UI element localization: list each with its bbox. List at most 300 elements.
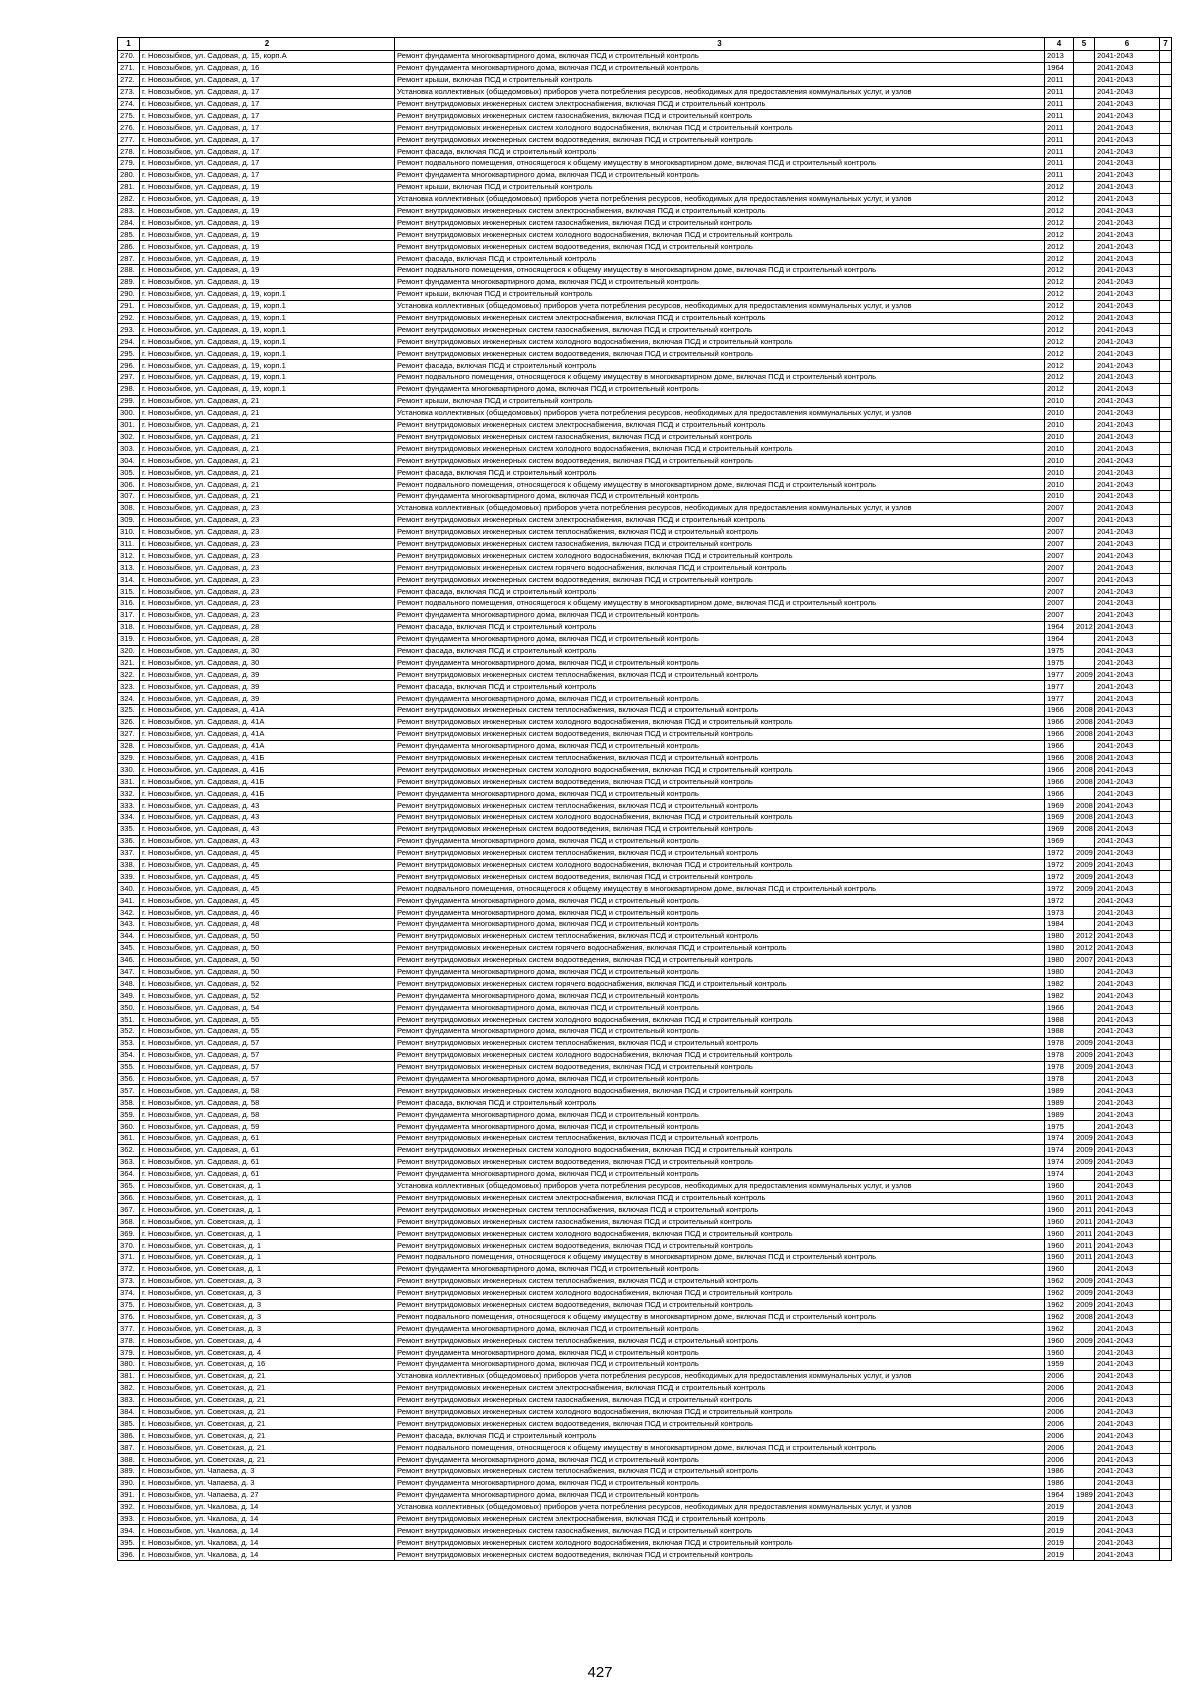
note-cell [1160,241,1172,253]
note-cell [1160,574,1172,586]
note-cell [1160,74,1172,86]
last-repair-year-cell [1074,1002,1095,1014]
row-number-cell: 353. [118,1037,140,1049]
table-row [118,919,1172,931]
commission-year-cell: 1966 [1045,1002,1074,1014]
last-repair-year-cell: 2009 [1074,847,1095,859]
last-repair-year-cell [1074,1549,1095,1561]
note-cell [1160,669,1172,681]
table-row [118,383,1172,395]
row-number-cell: 391. [118,1489,140,1501]
work-type-cell: Ремонт внутридомовых инженерных систем холодного водоснабжения, включая ПСД и строительный контроль [395,122,1045,134]
commission-year-cell: 2010 [1045,455,1074,467]
address-cell: г. Новозыбков, ул. Садовая, д. 61 [140,1156,395,1168]
note-cell [1160,98,1172,110]
last-repair-year-cell [1074,1477,1095,1489]
planned-period-cell: 2041-2043 [1095,883,1160,895]
row-number-cell: 327. [118,728,140,740]
row-number-cell: 313. [118,562,140,574]
note-cell [1160,657,1172,669]
work-type-cell: Ремонт фундамента многоквартирного дома, включая ПСД и строительный контроль [395,1109,1045,1121]
commission-year-cell: 1989 [1045,1085,1074,1097]
last-repair-year-cell [1074,1180,1095,1192]
work-type-cell: Ремонт внутридомовых инженерных систем холодного водоснабжения, включая ПСД и строительный контроль [395,1085,1045,1097]
table-row [118,431,1172,443]
commission-year-cell: 2012 [1045,265,1074,277]
note-cell [1160,1049,1172,1061]
work-type-cell: Ремонт фундамента многоквартирного дома, включая ПСД и строительный контроль [395,788,1045,800]
work-type-cell: Ремонт фасада, включая ПСД и строительный контроль [395,681,1045,693]
address-cell: г. Новозыбков, ул. Садовая, д. 43 [140,835,395,847]
planned-period-cell: 2041-2043 [1095,443,1160,455]
work-type-cell: Ремонт внутридомовых инженерных систем теплоснабжения, включая ПСД и строительный контроль [395,1133,1045,1145]
last-repair-year-cell: 2007 [1074,954,1095,966]
address-cell: г. Новозыбков, ул. Чкалова, д. 14 [140,1525,395,1537]
table-row [118,419,1172,431]
note-cell [1160,1014,1172,1026]
note-cell [1160,419,1172,431]
last-repair-year-cell [1074,1406,1095,1418]
table-row [118,443,1172,455]
row-number-cell: 385. [118,1418,140,1430]
last-repair-year-cell [1074,383,1095,395]
table-row [118,871,1172,883]
row-number-cell: 325. [118,704,140,716]
note-cell [1160,1037,1172,1049]
planned-period-cell: 2041-2043 [1095,348,1160,360]
table-row [118,1465,1172,1477]
work-type-cell: Ремонт внутридомовых инженерных систем холодного водоснабжения, включая ПСД и строительный контроль [395,1049,1045,1061]
work-type-cell: Ремонт подвального помещения, относящегося к общему имуществу в многоквартирном доме, включая ПСД и строительный контроль [395,1251,1045,1263]
table-row [118,586,1172,598]
planned-period-cell: 2041-2043 [1095,930,1160,942]
planned-period-cell: 2041-2043 [1095,1216,1160,1228]
table-row [118,98,1172,110]
last-repair-year-cell [1074,966,1095,978]
row-number-cell: 368. [118,1216,140,1228]
planned-period-cell: 2041-2043 [1095,169,1160,181]
work-type-cell: Ремонт крыши, включая ПСД и строительный контроль [395,395,1045,407]
address-cell: г. Новозыбков, ул. Садовая, д. 45 [140,847,395,859]
work-type-cell: Установка коллективных (общедомовых) приборов учета потребления ресурсов, необходимых для предоставления коммунальных услуг, и узлов [395,193,1045,205]
table-row [118,1144,1172,1156]
last-repair-year-cell [1074,300,1095,312]
planned-period-cell: 2041-2043 [1095,693,1160,705]
last-repair-year-cell [1074,62,1095,74]
table-row [118,693,1172,705]
planned-period-cell: 2041-2043 [1095,181,1160,193]
table-row [118,645,1172,657]
address-cell: г. Новозыбков, ул. Садовая, д. 23 [140,586,395,598]
last-repair-year-cell [1074,1347,1095,1359]
last-repair-year-cell [1074,360,1095,372]
last-repair-year-cell [1074,1465,1095,1477]
table-row [118,1477,1172,1489]
commission-year-cell: 1960 [1045,1347,1074,1359]
address-cell: г. Новозыбков, ул. Садовая, д. 21 [140,443,395,455]
last-repair-year-cell [1074,1323,1095,1335]
last-repair-year-cell [1074,1097,1095,1109]
table-row [118,538,1172,550]
planned-period-cell: 2041-2043 [1095,1323,1160,1335]
last-repair-year-cell [1074,693,1095,705]
last-repair-year-cell: 2009 [1074,883,1095,895]
table-row [118,1156,1172,1168]
last-repair-year-cell: 2009 [1074,1144,1095,1156]
commission-year-cell: 2012 [1045,383,1074,395]
last-repair-year-cell: 2009 [1074,871,1095,883]
work-type-cell: Ремонт фасада, включая ПСД и строительный контроль [395,1097,1045,1109]
note-cell [1160,919,1172,931]
planned-period-cell: 2041-2043 [1095,479,1160,491]
table-row [118,1311,1172,1323]
row-number-cell: 358. [118,1097,140,1109]
row-number-cell: 377. [118,1323,140,1335]
address-cell: г. Новозыбков, ул. Садовая, д. 52 [140,978,395,990]
commission-year-cell: 2011 [1045,122,1074,134]
commission-year-cell: 1969 [1045,812,1074,824]
planned-period-cell: 2041-2043 [1095,51,1160,63]
note-cell [1160,1537,1172,1549]
commission-year-cell: 2012 [1045,372,1074,384]
table-row [118,1180,1172,1192]
table-row [118,907,1172,919]
note-cell [1160,1323,1172,1335]
work-type-cell: Ремонт внутридомовых инженерных систем горячего водоснабжения, включая ПСД и строительный контроль [395,942,1045,954]
last-repair-year-cell [1074,633,1095,645]
last-repair-year-cell [1074,395,1095,407]
table-row [118,514,1172,526]
note-cell [1160,1192,1172,1204]
planned-period-cell: 2041-2043 [1095,704,1160,716]
work-type-cell: Ремонт подвального помещения, относящегося к общему имуществу в многоквартирном доме, включая ПСД и строительный контроль [395,158,1045,170]
table-row [118,1061,1172,1073]
table-row [118,1323,1172,1335]
row-number-cell: 335. [118,823,140,835]
table-row [118,835,1172,847]
table-row [118,1406,1172,1418]
planned-period-cell: 2041-2043 [1095,490,1160,502]
last-repair-year-cell [1074,990,1095,1002]
table-row [118,954,1172,966]
work-type-cell: Ремонт внутридомовых инженерных систем водоотведения, включая ПСД и строительный контроль [395,954,1045,966]
last-repair-year-cell [1074,788,1095,800]
planned-period-cell: 2041-2043 [1095,1311,1160,1323]
work-type-cell: Ремонт внутридомовых инженерных систем электроснабжения, включая ПСД и строительный контроль [395,98,1045,110]
commission-year-cell: 2011 [1045,134,1074,146]
commission-year-cell: 1989 [1045,1109,1074,1121]
commission-year-cell: 1978 [1045,1049,1074,1061]
row-number-cell: 298. [118,383,140,395]
table-row [118,51,1172,63]
address-cell: г. Новозыбков, ул. Садовая, д. 19 [140,181,395,193]
address-cell: г. Новозыбков, ул. Садовая, д. 57 [140,1037,395,1049]
address-cell: г. Новозыбков, ул. Советская, д. 16 [140,1358,395,1370]
planned-period-cell: 2041-2043 [1095,1168,1160,1180]
work-type-cell: Ремонт внутридомовых инженерных систем электроснабжения, включая ПСД и строительный контроль [395,205,1045,217]
work-type-cell: Ремонт фундамента многоквартирного дома, включая ПСД и строительный контроль [395,1073,1045,1085]
commission-year-cell: 1980 [1045,930,1074,942]
planned-period-cell: 2041-2043 [1095,1037,1160,1049]
commission-year-cell: 1984 [1045,919,1074,931]
note-cell [1160,1335,1172,1347]
address-cell: г. Новозыбков, ул. Садовая, д. 59 [140,1121,395,1133]
row-number-cell: 310. [118,526,140,538]
table-row [118,1418,1172,1430]
address-cell: г. Новозыбков, ул. Чкалова, д. 14 [140,1513,395,1525]
commission-year-cell: 2010 [1045,479,1074,491]
address-cell: г. Новозыбков, ул. Советская, д. 1 [140,1192,395,1204]
last-repair-year-cell [1074,229,1095,241]
row-number-cell: 294. [118,336,140,348]
row-number-cell: 315. [118,586,140,598]
planned-period-cell: 2041-2043 [1095,1085,1160,1097]
work-type-cell: Ремонт фундамента многоквартирного дома, включая ПСД и строительный контроль [395,1026,1045,1038]
commission-year-cell: 1972 [1045,859,1074,871]
note-cell [1160,1501,1172,1513]
address-cell: г. Новозыбков, ул. Садовая, д. 19 [140,253,395,265]
row-number-cell: 373. [118,1275,140,1287]
row-number-cell: 337. [118,847,140,859]
commission-year-cell: 2013 [1045,51,1074,63]
planned-period-cell: 2041-2043 [1095,288,1160,300]
last-repair-year-cell [1074,1382,1095,1394]
table-row [118,479,1172,491]
commission-year-cell: 2006 [1045,1430,1074,1442]
table-row [118,1026,1172,1038]
planned-period-cell: 2041-2043 [1095,586,1160,598]
note-cell [1160,716,1172,728]
table-row [118,1037,1172,1049]
address-cell: г. Новозыбков, ул. Садовая, д. 21 [140,479,395,491]
commission-year-cell: 1960 [1045,1216,1074,1228]
table-body [118,51,1172,1561]
column-number-header-row [118,38,1172,51]
note-cell [1160,1109,1172,1121]
note-cell [1160,1026,1172,1038]
row-number-cell: 300. [118,407,140,419]
address-cell: г. Новозыбков, ул. Садовая, д. 17 [140,110,395,122]
row-number-cell: 303. [118,443,140,455]
commission-year-cell: 1966 [1045,704,1074,716]
commission-year-cell: 2006 [1045,1442,1074,1454]
last-repair-year-cell: 2011 [1074,1192,1095,1204]
work-type-cell: Ремонт фундамента многоквартирного дома, включая ПСД и строительный контроль [395,276,1045,288]
work-type-cell: Ремонт внутридомовых инженерных систем холодного водоснабжения, включая ПСД и строительный контроль [395,443,1045,455]
table-row [118,752,1172,764]
work-type-cell: Установка коллективных (общедомовых) приборов учета потребления ресурсов, необходимых для предоставления коммунальных услуг, и узлов [395,1180,1045,1192]
note-cell [1160,1358,1172,1370]
planned-period-cell: 2041-2043 [1095,978,1160,990]
work-type-cell: Ремонт внутридомовых инженерных систем холодного водоснабжения, включая ПСД и строительный контроль [395,550,1045,562]
work-type-cell: Ремонт внутридомовых инженерных систем теплоснабжения, включая ПСД и строительный контроль [395,752,1045,764]
work-type-cell: Ремонт внутридомовых инженерных систем водоотведения, включая ПСД и строительный контроль [395,1240,1045,1252]
last-repair-year-cell [1074,490,1095,502]
planned-period-cell: 2041-2043 [1095,954,1160,966]
note-cell [1160,823,1172,835]
commission-year-cell: 2007 [1045,538,1074,550]
planned-period-cell: 2041-2043 [1095,383,1160,395]
row-number-cell: 362. [118,1144,140,1156]
row-number-cell: 365. [118,1180,140,1192]
commission-year-cell: 2012 [1045,324,1074,336]
commission-year-cell: 1978 [1045,1073,1074,1085]
planned-period-cell: 2041-2043 [1095,1525,1160,1537]
note-cell [1160,407,1172,419]
page-number: 427 [587,1664,613,1681]
note-cell [1160,1394,1172,1406]
note-cell [1160,728,1172,740]
work-type-cell: Ремонт фундамента многоквартирного дома, включая ПСД и строительный контроль [395,990,1045,1002]
note-cell [1160,158,1172,170]
planned-period-cell: 2041-2043 [1095,1489,1160,1501]
commission-year-cell: 2007 [1045,574,1074,586]
work-type-cell: Ремонт внутридомовых инженерных систем водоотведения, включая ПСД и строительный контроль [395,455,1045,467]
last-repair-year-cell: 2008 [1074,776,1095,788]
table-row [118,1394,1172,1406]
planned-period-cell: 2041-2043 [1095,800,1160,812]
work-type-cell: Ремонт внутридомовых инженерных систем газоснабжения, включая ПСД и строительный контроль [395,431,1045,443]
planned-period-cell: 2041-2043 [1095,669,1160,681]
row-number-cell: 278. [118,146,140,158]
table-row [118,1454,1172,1466]
work-type-cell: Ремонт внутридомовых инженерных систем холодного водоснабжения, включая ПСД и строительный контроль [395,716,1045,728]
planned-period-cell: 2041-2043 [1095,1406,1160,1418]
planned-period-cell: 2041-2043 [1095,764,1160,776]
last-repair-year-cell: 2011 [1074,1251,1095,1263]
last-repair-year-cell [1074,1073,1095,1085]
planned-period-cell: 2041-2043 [1095,467,1160,479]
column-header-5: 5 [1074,38,1095,51]
commission-year-cell: 1966 [1045,752,1074,764]
address-cell: г. Новозыбков, ул. Садовая, д. 19, корп.1 [140,360,395,372]
note-cell [1160,1525,1172,1537]
work-type-cell: Ремонт внутридомовых инженерных систем холодного водоснабжения, включая ПСД и строительный контроль [395,764,1045,776]
note-cell [1160,514,1172,526]
row-number-cell: 386. [118,1430,140,1442]
note-cell [1160,1382,1172,1394]
work-type-cell: Ремонт фундамента многоквартирного дома, включая ПСД и строительный контроль [395,51,1045,63]
note-cell [1160,562,1172,574]
table-row [118,1347,1172,1359]
note-cell [1160,1370,1172,1382]
address-cell: г. Новозыбков, ул. Советская, д. 21 [140,1442,395,1454]
work-type-cell: Ремонт крыши, включая ПСД и строительный контроль [395,181,1045,193]
table-row [118,1133,1172,1145]
note-cell [1160,871,1172,883]
planned-period-cell: 2041-2043 [1095,574,1160,586]
note-cell [1160,621,1172,633]
work-type-cell: Ремонт внутридомовых инженерных систем холодного водоснабжения, включая ПСД и строительный контроль [395,812,1045,824]
note-cell [1160,752,1172,764]
last-repair-year-cell [1074,609,1095,621]
table-row [118,716,1172,728]
row-number-cell: 309. [118,514,140,526]
work-type-cell: Ремонт внутридомовых инженерных систем газоснабжения, включая ПСД и строительный контроль [395,1394,1045,1406]
row-number-cell: 379. [118,1347,140,1359]
row-number-cell: 392. [118,1501,140,1513]
table-row [118,1501,1172,1513]
note-cell [1160,859,1172,871]
planned-period-cell: 2041-2043 [1095,1251,1160,1263]
table-row [118,86,1172,98]
work-type-cell: Ремонт внутридомовых инженерных систем теплоснабжения, включая ПСД и строительный контроль [395,704,1045,716]
work-type-cell: Ремонт фундамента многоквартирного дома, включая ПСД и строительный контроль [395,1347,1045,1359]
row-number-cell: 320. [118,645,140,657]
note-cell [1160,169,1172,181]
commission-year-cell: 1982 [1045,990,1074,1002]
work-type-cell: Ремонт фундамента многоквартирного дома, включая ПСД и строительный контроль [395,1121,1045,1133]
row-number-cell: 331. [118,776,140,788]
address-cell: г. Новозыбков, ул. Садовая, д. 45 [140,871,395,883]
planned-period-cell: 2041-2043 [1095,98,1160,110]
commission-year-cell: 2011 [1045,110,1074,122]
last-repair-year-cell [1074,574,1095,586]
note-cell [1160,134,1172,146]
commission-year-cell: 2019 [1045,1501,1074,1513]
planned-period-cell: 2041-2043 [1095,158,1160,170]
planned-period-cell: 2041-2043 [1095,681,1160,693]
note-cell [1160,1121,1172,1133]
work-type-cell: Ремонт фундамента многоквартирного дома, включая ПСД и строительный контроль [395,966,1045,978]
last-repair-year-cell [1074,1454,1095,1466]
address-cell: г. Новозыбков, ул. Садовая, д. 30 [140,645,395,657]
last-repair-year-cell [1074,645,1095,657]
row-number-cell: 288. [118,265,140,277]
row-number-cell: 314. [118,574,140,586]
commission-year-cell: 1969 [1045,823,1074,835]
table-row [118,169,1172,181]
table-row [118,407,1172,419]
document-table-container [117,37,1171,1561]
planned-period-cell: 2041-2043 [1095,1240,1160,1252]
work-type-cell: Ремонт подвального помещения, относящегося к общему имуществу в многоквартирном доме, включая ПСД и строительный контроль [395,372,1045,384]
work-type-cell: Установка коллективных (общедомовых) приборов учета потребления ресурсов, необходимых для предоставления коммунальных услуг, и узлов [395,300,1045,312]
work-type-cell: Ремонт внутридомовых инженерных систем водоотведения, включая ПСД и строительный контроль [395,1156,1045,1168]
work-type-cell: Установка коллективных (общедомовых) приборов учета потребления ресурсов, необходимых для предоставления коммунальных услуг, и узлов [395,502,1045,514]
address-cell: г. Новозыбков, ул. Садовая, д. 23 [140,562,395,574]
note-cell [1160,942,1172,954]
note-cell [1160,800,1172,812]
table-row [118,265,1172,277]
address-cell: г. Новозыбков, ул. Садовая, д. 19 [140,229,395,241]
work-type-cell: Ремонт внутридомовых инженерных систем водоотведения, включая ПСД и строительный контроль [395,134,1045,146]
row-number-cell: 277. [118,134,140,146]
commission-year-cell: 1964 [1045,62,1074,74]
row-number-cell: 287. [118,253,140,265]
address-cell: г. Новозыбков, ул. Садовая, д. 19, корп.1 [140,348,395,360]
commission-year-cell: 1962 [1045,1275,1074,1287]
address-cell: г. Новозыбков, ул. Садовая, д. 16 [140,62,395,74]
address-cell: г. Новозыбков, ул. Садовая, д. 43 [140,800,395,812]
work-type-cell: Ремонт внутридомовых инженерных систем теплоснабжения, включая ПСД и строительный контроль [395,1204,1045,1216]
row-number-cell: 360. [118,1121,140,1133]
work-type-cell: Ремонт внутридомовых инженерных систем газоснабжения, включая ПСД и строительный контроль [395,217,1045,229]
row-number-cell: 388. [118,1454,140,1466]
last-repair-year-cell [1074,1394,1095,1406]
note-cell [1160,1465,1172,1477]
address-cell: г. Новозыбков, ул. Советская, д. 3 [140,1287,395,1299]
row-number-cell: 387. [118,1442,140,1454]
planned-period-cell: 2041-2043 [1095,1358,1160,1370]
commission-year-cell: 2006 [1045,1454,1074,1466]
commission-year-cell: 1989 [1045,1097,1074,1109]
planned-period-cell: 2041-2043 [1095,716,1160,728]
row-number-cell: 296. [118,360,140,372]
planned-period-cell: 2041-2043 [1095,871,1160,883]
planned-period-cell: 2041-2043 [1095,942,1160,954]
work-type-cell: Ремонт внутридомовых инженерных систем электроснабжения, включая ПСД и строительный контроль [395,1192,1045,1204]
